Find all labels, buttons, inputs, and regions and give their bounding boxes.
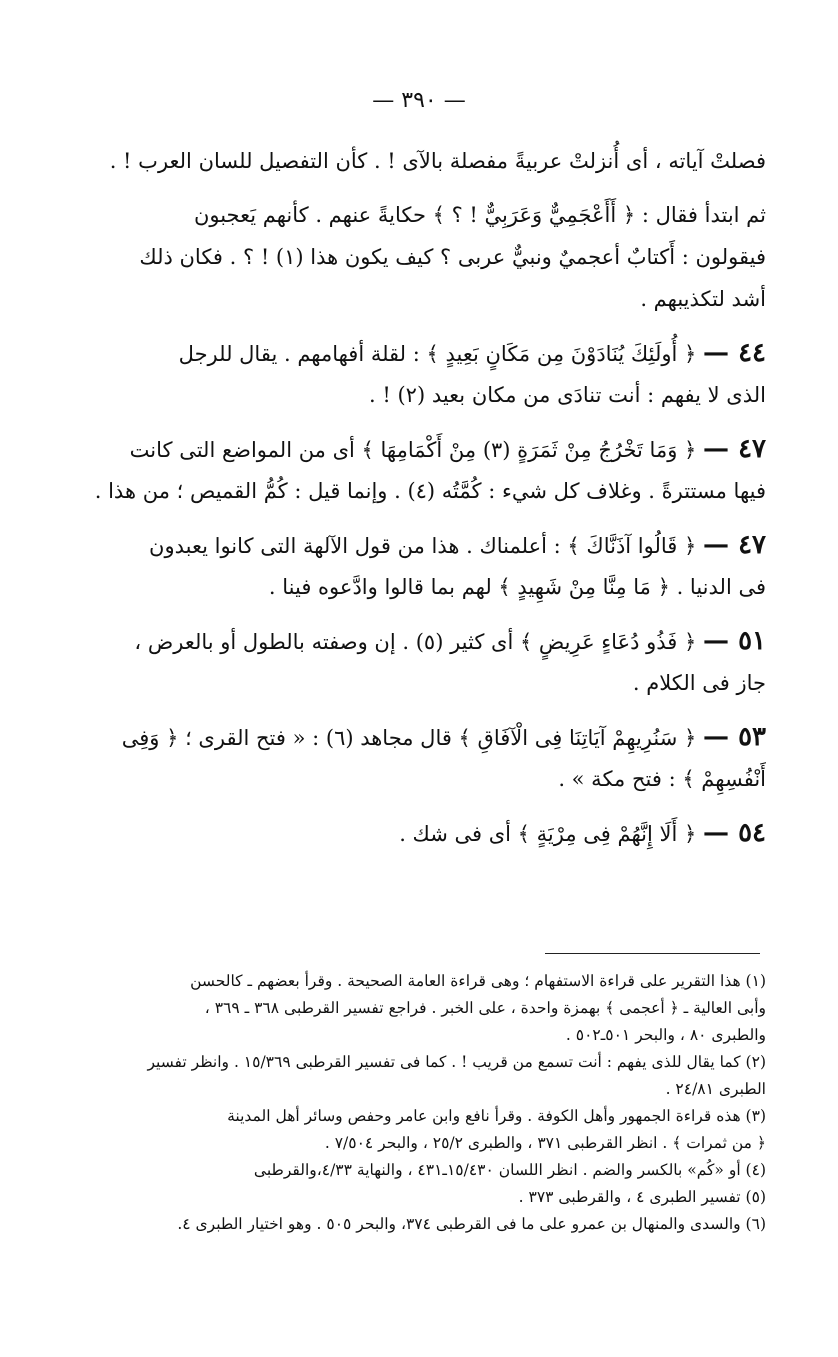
verse-47-a	[72, 428, 766, 512]
footnote-line: ﴿ من ثمرات ﴾ . انظر القرطبى ٣٧١ ، والطبرى ٢٥/٢ ، والبحر ٧/٥٠٤ .	[324, 1134, 766, 1152]
verse-53	[72, 716, 766, 800]
verse-text: ﴿ فَذُو دُعَاءٍ عَرِيضٍ ﴾ أى كثير (٥) . إن وصفته بالطول أو بالعرض ،	[134, 630, 697, 654]
text-line: أَنْفُسِهِمْ ﴾ : فتح مكة » .	[558, 767, 766, 791]
text-line	[72, 812, 766, 854]
paragraph-1	[72, 140, 766, 182]
text-line: فيها مستترةً . وغلاف كل شيء : كُمَّتُه (٤) . وإنما قيل : كُمُّ القميص ؛ من هذا .	[94, 479, 766, 503]
footnote-divider	[545, 953, 760, 954]
verse-number: ٥٣ —	[703, 722, 766, 752]
verse-54	[72, 812, 766, 854]
verse-number: ٤٧ —	[703, 530, 766, 560]
verse-44	[72, 332, 766, 416]
footnote-line: (٣) هذه قراءة الجمهور وأهل الكوفة . وقرأ نافع وابن عامر وحفص وسائر أهل المدينة	[227, 1107, 766, 1125]
text-line	[72, 332, 766, 374]
text-line	[72, 428, 766, 470]
footnote-line: (٤) أو «كُم» بالكسر والضم . انظر اللسان ١٥/٤٣٠ـ٤٣١ ، والنهاية ٤/٣٣،والقرطبى	[253, 1161, 766, 1179]
text-line: فصلتْ آياته ، أى أُنزلتْ عربيةً مفصلة بالآى ! . كأن التفصيل للسان العرب ! .	[109, 149, 766, 173]
text-line	[72, 524, 766, 566]
footnote-line: (٦) والسدى والمنهال بن عمرو على ما فى القرطبى ٣٧٤، والبحر ٥٠٥ . وهو اختيار الطبرى ٤.	[177, 1215, 766, 1233]
footnote-line: الطبرى ٢٤/٨١ .	[665, 1080, 766, 1098]
text-line: الذى لا يفهم : أنت تنادَى من مكان بعيد (٢) ! .	[369, 383, 766, 407]
verse-text: ﴿ سَنُرِيهِمْ آيَاتِنَا فِى الْآفَاقِ ﴾ قال مجاهد (٦) : « فتح القرى ؛ ﴿ وَفِى	[121, 726, 697, 750]
footnote-line: وأبى العالية ـ ﴿ أعجمى ﴾ بهمزة واحدة ، على الخبر . فراجع تفسير القرطبى ٣٦٨ ـ ٣٦٩ ،	[204, 999, 766, 1017]
page-number: — ٣٩٠ —	[372, 88, 466, 113]
text-line	[72, 716, 766, 758]
main-text	[72, 140, 766, 866]
text-line: ثم ابتدأ فقال : ﴿ أَأَعْجَمِيٌّ وَعَرَبِيٌّ ! ؟ ﴾ حكايةً عنهم . كأنهم يَعجبون	[193, 203, 766, 227]
text-line: فيقولون : أَكتابٌ أعجميٌ ونبيٌّ عربى ؟ كيف يكون هذا (١) ! ؟ . فكان ذلك	[139, 245, 766, 269]
text-line	[72, 620, 766, 662]
verse-47-b	[72, 524, 766, 608]
paragraph-2	[72, 194, 766, 320]
footnote-line: والطبرى ٨٠ ، والبحر ٥٠١ـ٥٠٢ .	[565, 1026, 766, 1044]
footnote-line: (١) هذا التقرير على قراءة الاستفهام ؛ وهى قراءة العامة الصحيحة . وقرأ بعضهم ـ كالحسن	[190, 972, 766, 990]
verse-text: ﴿ أَلَا إِنَّهُمْ فِى مِرْيَةٍ ﴾ أى فى شك .	[399, 822, 697, 846]
text-line: جاز فى الكلام .	[632, 671, 766, 695]
verse-number: ٥٤ —	[703, 818, 766, 848]
text-line: فى الدنيا . ﴿ مَا مِنَّا مِنْ شَهِيدٍ ﴾ لهم بما قالوا وادَّعوه فينا .	[268, 575, 766, 599]
footnotes	[72, 968, 766, 1238]
verse-51	[72, 620, 766, 704]
verse-text: ﴿ وَمَا تَخْرُجُ مِنْ ثَمَرَةٍ (٣) مِنْ أَكْمَامِهَا ﴾ أى من المواضع التى كانت	[129, 438, 697, 462]
verse-number: ٥١ —	[703, 626, 766, 656]
text-line: أشد لتكذيبهم .	[640, 287, 766, 311]
verse-number: ٤٧ —	[703, 434, 766, 464]
footnote-line: (٥) تفسير الطبرى ٤ ، والقرطبى ٣٧٣ .	[518, 1188, 766, 1206]
footnote-line: (٢) كما يقال للذى يفهم : أنت تسمع من قريب ! . كما فى تفسير القرطبى ١٥/٣٦٩ . وانظر تفسير	[147, 1053, 766, 1071]
verse-number: ٤٤ —	[703, 338, 766, 368]
verse-text: ﴿ أُولَئِكَ يُنَادَوْنَ مِن مَكَانٍ بَعِيدٍ ﴾ : لقلة أفهامهم . يقال للرجل	[178, 342, 697, 366]
verse-text: ﴿ قَالُوا آذَنَّاكَ ﴾ : أعلمناك . هذا من قول الآلهة التى كانوا يعبدون	[149, 534, 697, 558]
